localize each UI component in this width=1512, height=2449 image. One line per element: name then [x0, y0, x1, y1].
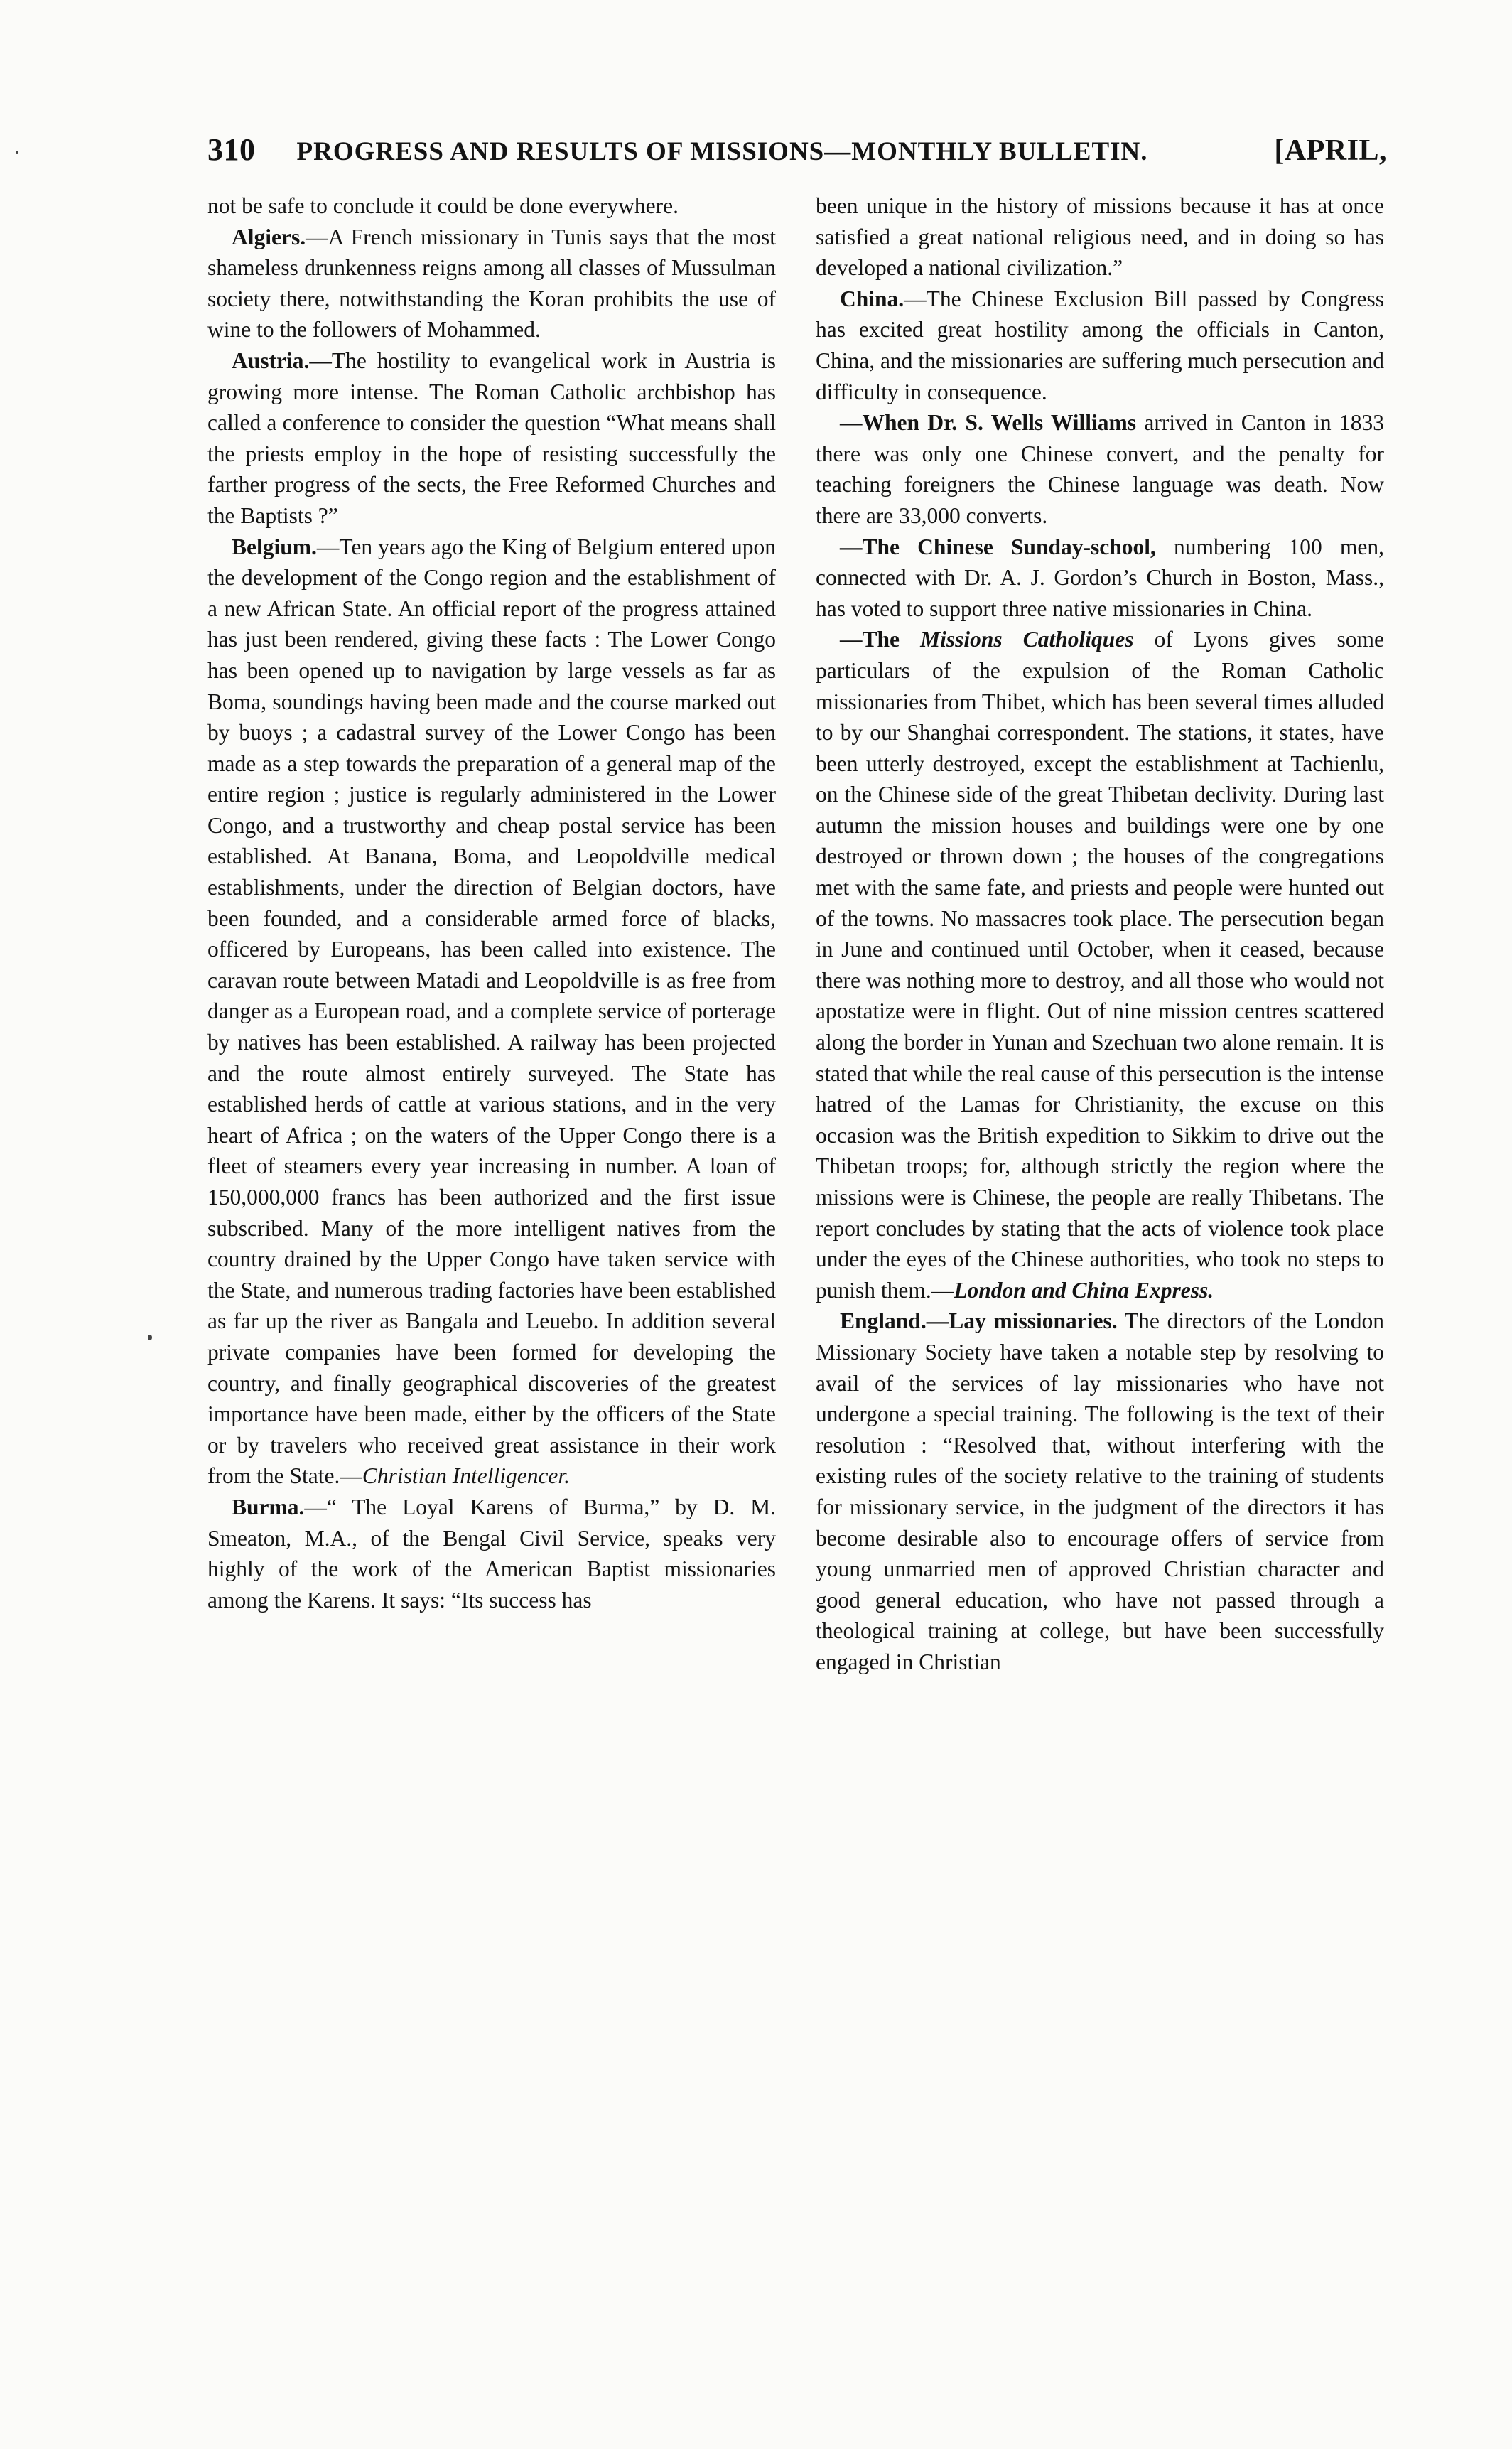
left-paragraph-algiers [207, 222, 776, 345]
paragraph-text: —“ The Loyal Karens of Burma,” by D. M. Smeaton, M.A., of the Bengal Civil Service, speaks very highly of the work of the American Baptist missionaries among the Karens. It says: “Its success has [207, 1494, 776, 1613]
paragraph-text: arrived in Canton in 1833 there was only one Chinese convert, and the penalty for teaching foreigners the Chinese language was death. Now there are 33,000 converts. [816, 410, 1384, 528]
paragraph-text: been unique in the history of missions because it has at once satisfied a great national religious need, and in doing so has developed a national civilization.” [816, 193, 1384, 281]
section-head-belgium: Belgium. [232, 534, 317, 559]
right-column [816, 190, 1384, 1678]
left-column [207, 190, 776, 1615]
section-head-england: England. [840, 1308, 927, 1334]
margin-speck [148, 1335, 152, 1340]
section-head-china: China. [840, 286, 904, 311]
paragraph-text: —Ten years ago the King of Belgium entered upon the development of the Congo region and the establishment of a new African State. An official report of the progress attained has just been rendered, giving these facts : The Lower Congo has been opened up to navigation by large vessels as far as Boma, soundings having been made and the course marked out by buoys ; a cadastral survey of the Lower Congo has been made as a step towards the preparation of a general map of the entire region ; justice is regularly administered in the Lower Congo, and a trustworthy and cheap postal service has been established. At Banana, Boma, and Leopoldville medical establishments, under the direction of Belgian doctors, have been founded, and a considerable armed force of blacks, officered by Europeans, has been called into existence. The caravan route between Matadi and Leopoldville is as free from danger as a European road, and a complete service of porterage by natives has been established. A railway has been projected and the route almost entirely surveyed. The State has established herds of cattle at various stations, and in the very heart of Africa ; on the waters of the Upper Congo there is a fleet of steamers every year increasing in number. A loan of 150,000,000 francs has been authorized and the first issue subscribed. Many of the more intelligent natives from the country drained by the Upper Congo have taken service with the State, and numerous trading factories have been established as far up the river as Bangala and Leuebo. In addition several private companies have been formed for developing the country, and finally geographical discoveries of the greatest importance have been made, either by the officers of the State or by travelers who received great assistance in their work from the State.— [207, 534, 776, 1489]
running-month: [APRIL, [1274, 134, 1387, 167]
paragraph-lead: —The Chinese Sunday-school, [840, 534, 1156, 559]
paragraph-text: of Lyons gives some particulars of the expulsion of the Roman Catholic missionaries from Thibet, which has been several times alluded to by our Shanghai correspondent. The stations, it states, have been utterly destroyed, except the establishment at Tachienlu, on the Chinese side of the great Thibetan declivity. During last autumn the mission houses and buildings were one by one destroyed or thrown down ; the houses of the congregations met with the same fate, and priests and people were hunted out of the towns. No massacres took place. The persecution began in June and continued until October, when it ceased, because there was nothing more to destroy, and all those who would not apostatize were in flight. Out of nine mission centres scattered along the border in Yunan and Szechuan two alone remain. It is stated that while the real cause of this persecution is the intense hatred of the Lamas for Christianity, the excuse on this occasion was the British expedition to Sikkim to drive out the Thibetan troops; for, although strictly the region where the missions were is Chinese, the people are really Thibetans. The report concludes by stating that the acts of violence took place under the eyes of the Chinese authorities, who took no steps to punish them.— [816, 627, 1384, 1303]
left-paragraph-0 [207, 190, 776, 222]
left-paragraph-belgium [207, 532, 776, 1492]
paragraph-text: not be safe to conclude it could be done everywhere. [207, 193, 679, 218]
page-number: 310 [207, 132, 256, 167]
section-head-austria: Austria. [232, 348, 310, 373]
citation: Christian Intelligencer. [362, 1463, 571, 1489]
margin-speck [16, 151, 18, 154]
section-head-burma: Burma. [232, 1494, 305, 1519]
running-title: PROGRESS AND RESULTS OF MISSIONS—MONTHLY BULLETIN. [296, 137, 1148, 166]
paragraph-text: numbering 100 men, connected with Dr. A. J. Gordon’s Church in Boston, Mass., has voted to support three native missionaries in China. [816, 534, 1384, 621]
left-paragraph-burma [207, 1492, 776, 1615]
paragraph-text: —A French missionary in Tunis says that the most shameless drunkenness reigns among all classes of Mussulman society there, notwithstanding the Koran prohibits the use of wine to the followers of Mohammed. [207, 224, 776, 343]
right-paragraph-sunday-school [816, 532, 1384, 625]
paragraph-text: —The Chinese Exclusion Bill passed by Congress has excited great hostility among the officials in Canton, China, and the missionaries are suffering much persecution and difficulty in consequence. [816, 286, 1384, 404]
citation: London and China Express. [954, 1277, 1214, 1303]
left-paragraph-austria [207, 345, 776, 532]
subhead-lay-missionaries: —Lay missionaries. [926, 1308, 1118, 1334]
section-head-algiers: Algiers. [232, 224, 306, 249]
paragraph-lead: —When Dr. S. Wells Williams [840, 410, 1137, 436]
running-header [207, 131, 1387, 181]
paragraph-lead: —The [840, 627, 921, 652]
right-paragraph-0 [816, 190, 1384, 284]
paragraph-text: The directors of the London Missionary Society have taken a notable step by resolving to avail of the services of lay missionaries who have not undergone a special training. The following is the text of their resolution : “Resolved that, without interfering with the existing rules of the society relative to the training of students for missionary service, in the judgment of the directors it has become desirable also to encourage offers of service from young unmarried men of approved Christian character and good general education, who have not passed through a theological training at college, but have been successfully engaged in Christian [816, 1308, 1385, 1674]
publication-title: Missions Catholiques [920, 627, 1134, 652]
right-paragraph-williams [816, 407, 1384, 531]
right-paragraph-china [816, 284, 1384, 407]
paragraph-text: —The hostility to evangelical work in Austria is growing more intense. The Roman Catholic archbishop has called a conference to consider the question “What means shall the priests employ in the hope of resisting successfully the farther progress of the sects, the Free Reformed Churches and the Baptists ?” [207, 348, 776, 528]
right-paragraph-thibet [816, 624, 1384, 1306]
right-paragraph-england [816, 1306, 1384, 1677]
